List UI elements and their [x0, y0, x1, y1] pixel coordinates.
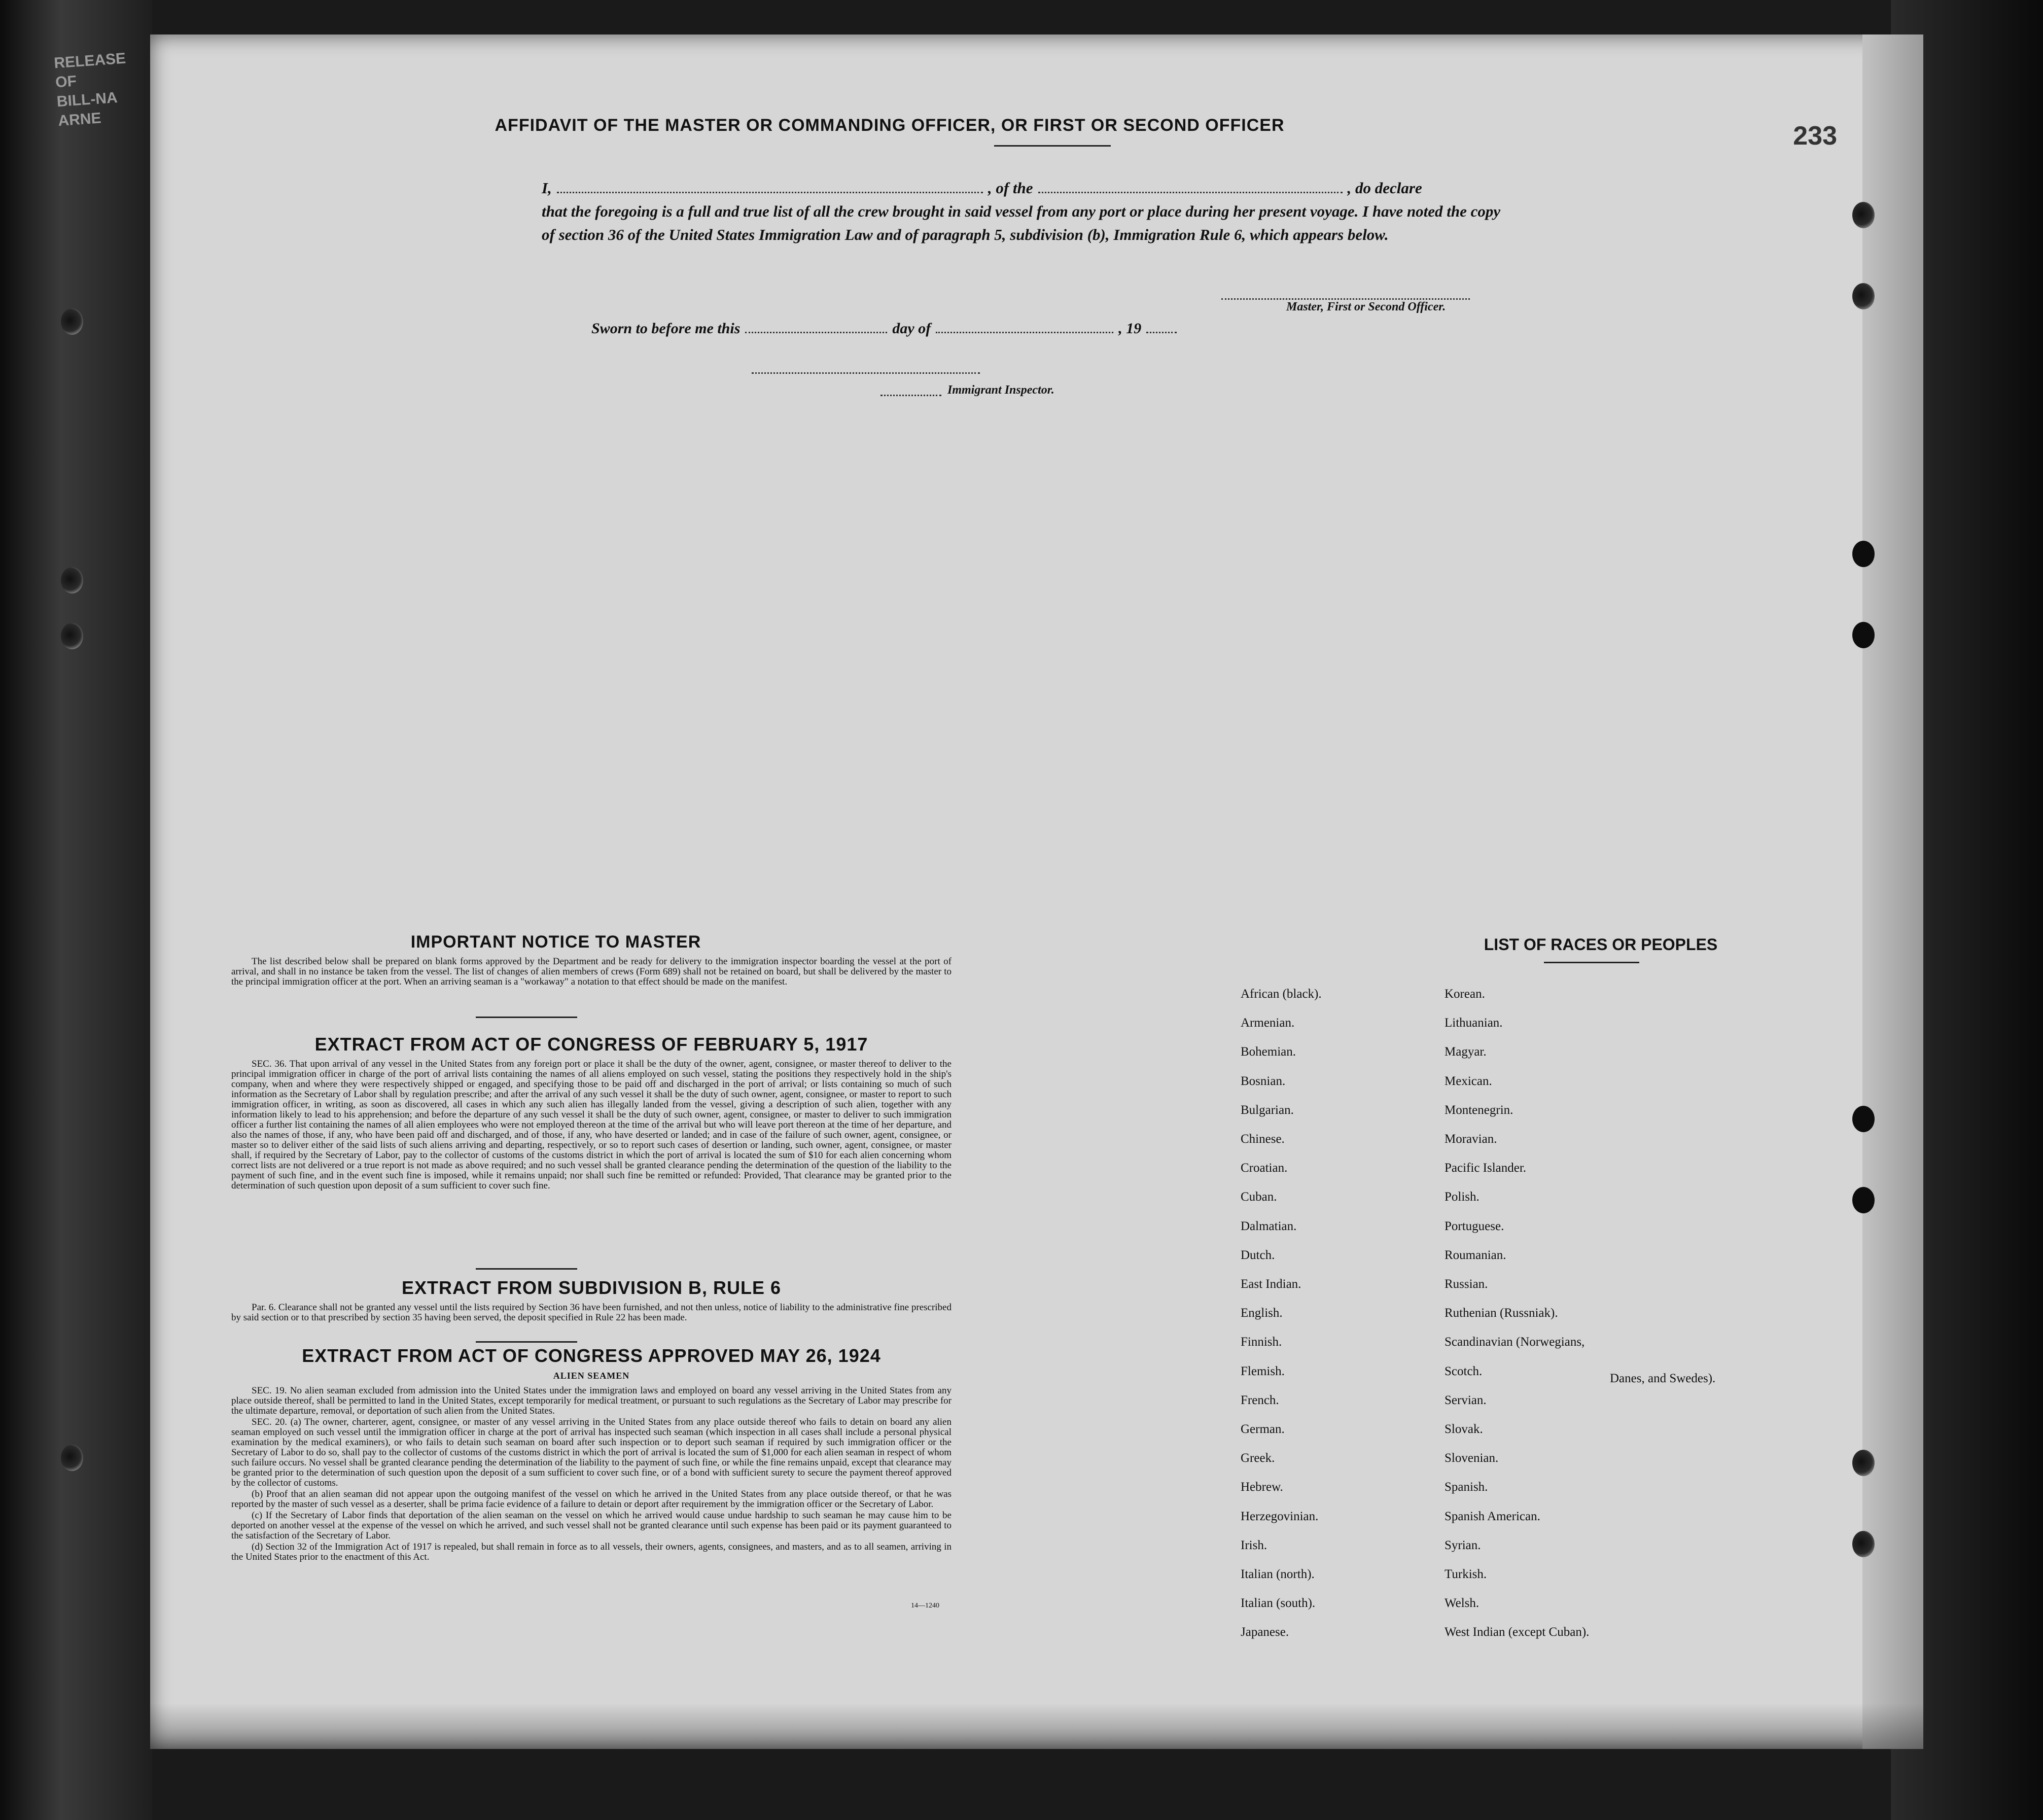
race-item: Roumanian. [1445, 1248, 1506, 1262]
notice-rule [476, 1017, 577, 1018]
race-item: German. [1241, 1422, 1285, 1436]
race-scandinavian-continued: Danes, and Swedes). [1610, 1372, 1716, 1385]
document-page [150, 34, 1923, 1749]
notice-paragraph: The list described below shall be prepared on blank forms approved by the Department and be ready for delivery to the immigration inspector boarding the vessel at the port of arrival, and shall in no instance be taken from the vessel. The list of changes of alien members of crews (Form 689) shall not be retained on board, but shall be delivered by the master to the principal immigration officer at the port. When an arriving seaman is a "workaway" a notation to that effect should be made on the manifest. [231, 956, 952, 987]
sec-19-paragraph: SEC. 19. No alien seaman excluded from admission into the United States under the immigration laws and employed on board any vessel arriving in the United States from any place outside thereof, shall be permitted to land in the United States, except temporarily for medical treatment, or pursuant to such regulations as the Secretary of Labor may prescribe for the ultimate departure, removal, or deportation of such alien from the United States. [231, 1385, 952, 1416]
race-item: Mexican. [1445, 1074, 1492, 1088]
race-item: Lithuanian. [1445, 1016, 1503, 1030]
race-item: Flemish. [1241, 1364, 1285, 1378]
races-title: LIST OF RACES OR PEOPLES [1484, 935, 1718, 954]
race-item: Turkish. [1445, 1567, 1487, 1581]
punch-hole-left-4 [61, 1445, 83, 1471]
race-item: East Indian. [1241, 1277, 1301, 1291]
extract-rule6-title: EXTRACT FROM SUBDIVISION B, RULE 6 [401, 1277, 782, 1298]
master-signature-line[interactable] [1221, 298, 1470, 300]
sec-20b-paragraph: (b) Proof that an alien seaman did not appear upon the outgoing manifest of the vessel on which he arrived in the United States from any place outside thereof, or that he was reported by the master of such vessel as a deserter, shall be prima facie evidence of a failure to detain or deport after requirement by the immigration officer or the Secretary of Labor. [231, 1489, 952, 1510]
race-item: Dalmatian. [1241, 1219, 1297, 1233]
race-item: Bulgarian. [1241, 1103, 1294, 1117]
race-item: French. [1241, 1393, 1279, 1407]
race-item: Japanese. [1241, 1625, 1289, 1639]
extract-rule6-rule [476, 1341, 577, 1343]
race-item: African (black). [1241, 987, 1322, 1001]
day-of-label: day of [892, 320, 931, 337]
sworn-month-blank[interactable] [936, 319, 1113, 333]
name-blank[interactable] [557, 179, 983, 193]
race-item: Slovak. [1445, 1422, 1483, 1436]
declaration-text: that the foregoing is a full and true list of all the crew brought in said vessel from any port or place during her present voyage. I have noted the copy of section 36 of the United States Immigration Law and of paragraph 5, subdivision (b), Immigration Rule 6, which appears below. [542, 202, 1501, 243]
extract-1924-text [231, 1386, 952, 1563]
race-item: Cuban. [1241, 1190, 1277, 1204]
race-item: Portuguese. [1445, 1219, 1504, 1233]
race-item: Croatian. [1241, 1161, 1288, 1175]
affidavit-title: AFFIDAVIT OF THE MASTER OR COMMANDING OFFICER, OR FIRST OR SECOND OFFICER [495, 116, 1285, 135]
races-title-rule [1544, 962, 1639, 963]
race-item: Montenegrin. [1445, 1103, 1513, 1117]
declaration-block [542, 177, 1510, 247]
race-item: Servian. [1445, 1393, 1487, 1407]
page-number: 233 [1793, 121, 1837, 151]
master-caption: Master, First or Second Officer. [1286, 300, 1446, 313]
race-item: Welsh. [1445, 1596, 1480, 1611]
race-item: Chinese. [1241, 1132, 1285, 1146]
race-item: Finnish. [1241, 1335, 1282, 1349]
punch-hole-left-3 [61, 623, 83, 649]
race-item: Moravian. [1445, 1132, 1497, 1146]
i-label: I, [542, 179, 552, 197]
race-item: Hebrew. [1241, 1480, 1283, 1494]
punch-hole-left-1 [61, 308, 83, 335]
race-item: Herzegovinian. [1241, 1509, 1319, 1523]
extract-rule6-paragraph: Par. 6. Clearance shall not be granted any vessel until the lists required by Section 36 have been furnished, and not then unless, notice of liability to the administrative fine prescribed by said section or to that prescribed by section 35 having been served, the deposit specified in Rule 22 has been made. [231, 1302, 952, 1323]
inspector-short-line [880, 395, 941, 396]
film-border-left [0, 0, 152, 1820]
race-item: Pacific Islander. [1445, 1161, 1527, 1175]
sec-20a-paragraph: SEC. 20. (a) The owner, charterer, agent, consignee, or master of any vessel arriving in the United States from any place outside thereof who fails to detain on board any alien seaman employed on such vessel until the immigration officer in charge at the port of arrival has inspected such seaman (which inspection in all cases shall include a personal physical examination by the medical examiners), or who fails to detain such seaman on board after such inspection or to deport such seaman if required by such immigration officer or the Secretary of Labor to do so, shall pay to the collector of customs of the customs district in which the port of arrival is located the sum of $1,000 for each alien seaman in respect of whom such failure occurs. No vessel shall be granted clearance pending the determination of the liability to the payment of such fine, or while the fine remains unpaid, except that clearance may be granted prior to the determination of such question upon the deposit of a sum sufficient to cover such fine, or of a bond with sufficient surety to secure the payment thereof approved by the collector of customs. [231, 1417, 952, 1488]
sworn-year-blank[interactable] [1146, 319, 1177, 333]
race-item: Scandinavian (Norwegians, [1445, 1335, 1585, 1349]
race-item: Syrian. [1445, 1538, 1481, 1552]
race-item: Bosnian. [1241, 1074, 1286, 1088]
extract-1924-title: EXTRACT FROM ACT OF CONGRESS APPROVED MAY 26, 1924 [302, 1345, 881, 1366]
vessel-blank[interactable] [1038, 179, 1343, 193]
race-item: Spanish American. [1445, 1509, 1540, 1523]
race-item: Italian (south). [1241, 1596, 1316, 1611]
do-declare-label: , do declare [1347, 179, 1422, 197]
sec-20c-paragraph: (c) If the Secretary of Labor finds that deportation of the alien seaman on the vessel on which he arrived would cause undue hardship to such seaman he may cause him to be deported on another vessel at the expense of the vessel on which he arrived, and such vessel shall not be granted clearance until such expense has been paid or its payment guaranteed to the satisfaction of the Secretary of Labor. [231, 1510, 952, 1541]
race-item: English. [1241, 1306, 1283, 1320]
race-item: Polish. [1445, 1190, 1480, 1204]
race-item: Scotch. [1445, 1364, 1483, 1378]
declaration-first-line [542, 177, 1510, 200]
form-number: 14—1240 [911, 1602, 939, 1609]
sworn-line [591, 319, 1182, 337]
notice-title: IMPORTANT NOTICE TO MASTER [410, 932, 701, 952]
extract-rule6-text [231, 1303, 952, 1324]
race-item: Armenian. [1241, 1016, 1295, 1030]
notice-text [231, 957, 952, 988]
race-item: Magyar. [1445, 1045, 1487, 1059]
extract-1917-rule [476, 1268, 577, 1270]
race-item: Ruthenian (Russniak). [1445, 1306, 1558, 1320]
race-item: Greek. [1241, 1451, 1275, 1465]
extract-1917-text [231, 1059, 952, 1192]
extract-1917-title: EXTRACT FROM ACT OF CONGRESS OF FEBRUARY 5, 1917 [314, 1034, 868, 1055]
race-item: Bohemian. [1241, 1045, 1296, 1059]
sworn-prefix: Sworn to before me this [591, 320, 741, 337]
sec-20d-paragraph: (d) Section 32 of the Immigration Act of 1917 is repealed, but shall remain in force as to all vessels, their owners, agents, consignees, and masters, and as to all seamen, arriving in the United States prior to the enactment of this Act. [231, 1542, 952, 1562]
page-content [150, 34, 1923, 1749]
race-item: Irish. [1241, 1538, 1267, 1552]
year-prefix: , 19 [1118, 320, 1142, 337]
affidavit-title-rule [994, 145, 1111, 147]
race-item: Korean. [1445, 987, 1485, 1001]
sworn-day-blank[interactable] [745, 319, 887, 333]
race-item: Slovenian. [1445, 1451, 1499, 1465]
extract-1924-subtitle: ALIEN SEAMEN [553, 1371, 630, 1381]
race-item: Russian. [1445, 1277, 1488, 1291]
inspector-signature-line[interactable] [752, 372, 980, 374]
race-item: West Indian (except Cuban). [1445, 1625, 1590, 1639]
race-item: Spanish. [1445, 1480, 1488, 1494]
inspector-caption: Immigrant Inspector. [947, 383, 1054, 397]
of-the-label: , of the [988, 179, 1033, 197]
race-item: Dutch. [1241, 1248, 1275, 1262]
release-stamp: RELEASE OF BILL-NA ARNE [53, 50, 127, 130]
punch-hole-left-2 [61, 567, 83, 593]
extract-1917-paragraph: SEC. 36. That upon arrival of any vessel in the United States from any foreign port or place it shall be the duty of the owner, agent, consignee, or master thereof to deliver to the principal immigration officer in charge of the port of arrival lists containing the names of all aliens employed on such vessel, stating the positions they respectively hold in the ship's company, when and where they were respectively shipped or engaged, and specifying those to be paid off and discharged in the port of arrival; or lists containing so much of such information as the Secretary of Labor shall by regulation prescribe; and after the arrival of any such vessel it shall be the duty of such owner, agent, consignee, or master to report to such immigration officer, in writing, as soon as discovered, all cases in which any such alien has illegally landed from the vessel, giving a description of such alien, together with any information likely to lead to his apprehension; and before the departure of any such vessel it shall be the duty of such owner, agent, consignee, or master to deliver to such immigration officer a further list containing the names of all alien employees who were not employed thereon at the time of the arrival but who will leave port thereon at the time of her departure, and also the names of those, if any, who have been paid off and discharged, and of those, if any, who have deserted or landed; and in case of the failure of such owner, agent, consignee, or master so to deliver either of the said lists of such aliens arriving and departing, respectively, or so to report such cases of desertion or landing, such owner, agent, consignee, or master shall, if required by the Secretary of Labor, pay to the collector of customs of the customs district in which the port of arrival is located the sum of $10 for each alien concerning whom correct lists are not delivered or a true report is not made as above required; and no such vessel shall be granted clearance pending the determination of the question of the liability to the payment of such fine, and in the event such fine is imposed, while it remains unpaid; nor shall such fine be remitted or refunded: Provided, That clearance may be granted prior to the determination of such question upon deposit of a sum sufficient to cover such fine. [231, 1059, 952, 1191]
race-item: Italian (north). [1241, 1567, 1315, 1581]
